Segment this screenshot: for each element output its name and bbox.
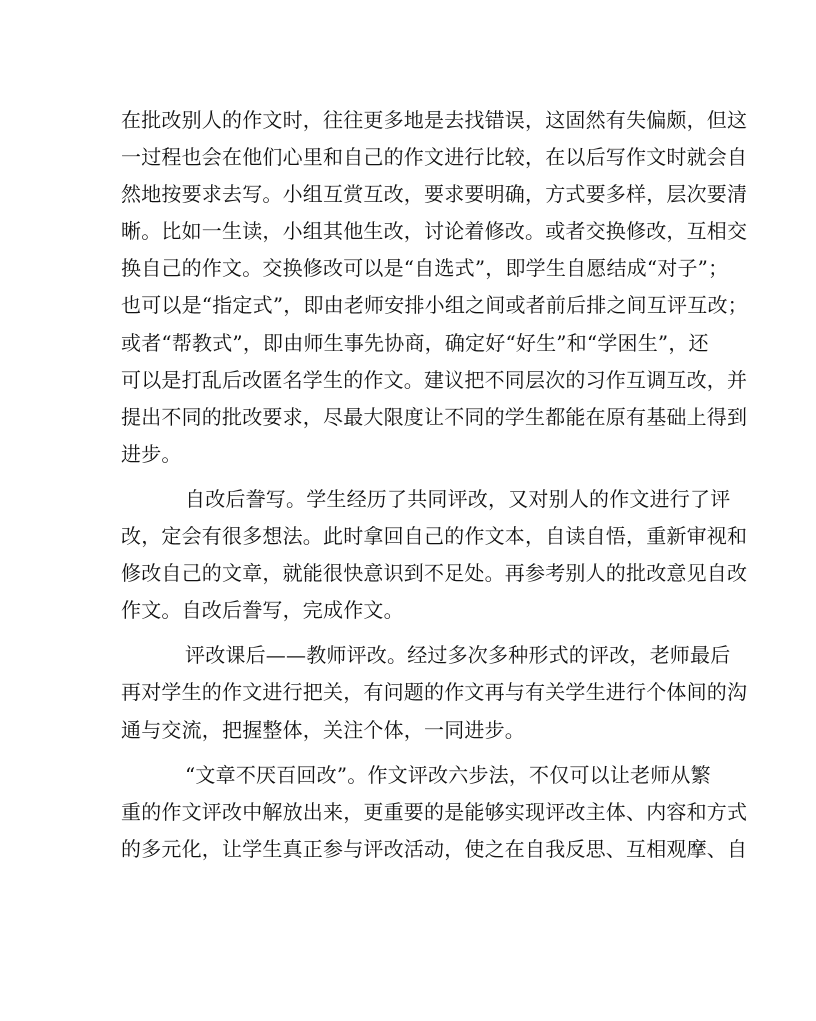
paragraph-spacer [121,473,701,481]
paragraph-teacher-review [121,637,748,748]
paragraph-self-revision [121,481,748,629]
text-line: 修改自己的文章，就能很快意识到不足处。再参考别人的批改意见自改 [121,561,748,586]
paragraph-spacer [121,629,701,637]
text-line: 晰。比如一生读，小组其他生改，讨论着修改。或者交换修改，互相交 [121,219,748,244]
text-line: 自改后誊写。学生经历了共同评改，又对别人的作文进行了评 [185,486,731,511]
paragraph-spacer [121,749,701,757]
text-line: 或者“帮教式”，即由师生事先协商，确定好“好生”和“学困生”，还 [121,330,709,355]
text-line: 提出不同的批改要求，尽最大限度让不同的学生都能在原有基础上得到 [121,404,748,429]
text-line: 的多元化，让学生真正参与评改活动，使之在自我反思、互相观摩、自 [121,836,748,861]
text-line: 再对学生的作文进行把关，有问题的作文再与有关学生进行个体间的沟 [121,680,748,705]
document-body [121,102,748,868]
text-line: 作文。自改后誊写，完成作文。 [121,598,404,623]
paragraph-conclusion [121,757,748,868]
text-line: 进步。 [121,441,182,466]
text-line: 重的作文评改中解放出来，更重要的是能够实现评改主体、内容和方式 [121,799,748,824]
text-line: 可以是打乱后改匿名学生的作文。建议把不同层次的习作互调互改，并 [121,367,748,392]
text-line: 换自己的作文。交换修改可以是“自选式”，即学生自愿结成“对子”； [121,256,729,281]
text-line: 评改课后——教师评改。经过多次多种形式的评改，老师最后 [185,643,731,668]
text-line: 在批改别人的作文时，往往更多地是去找错误，这固然有失偏颇，但这 [121,108,748,132]
text-line: 改，定会有很多想法。此时拿回自己的作文本，自读自悟，重新审视和 [121,524,748,549]
paragraph-peer-review [121,102,748,473]
text-line: 一过程也会在他们心里和自己的作文进行比较，在以后写作文时就会自 [121,145,748,170]
text-line: 然地按要求去写。小组互赏互改，要求要明确，方式要多样，层次要清 [121,182,748,207]
text-line: 通与交流，把握整体，关注个体，一同进步。 [121,717,525,742]
text-line: 也可以是“指定式”，即由老师安排小组之间或者前后排之间互评互改； [121,293,748,318]
text-line: “文章不厌百回改”。作文评改六步法，不仅可以让老师从繁 [185,762,711,787]
